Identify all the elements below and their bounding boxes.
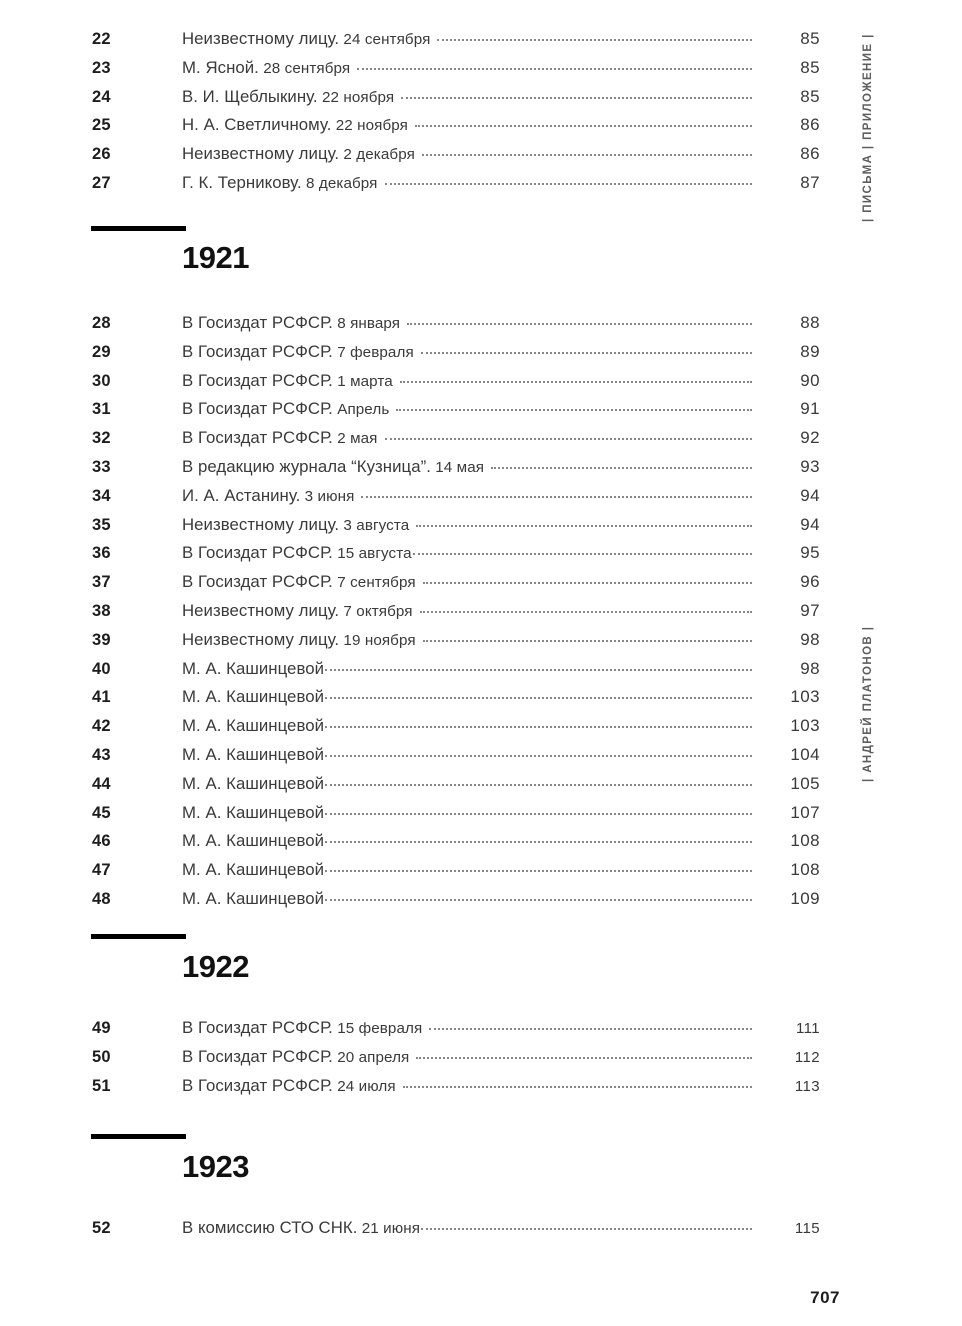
toc-leader-dots [415,125,752,127]
toc-entry[interactable] [0,1076,820,1105]
toc-leader-dots [420,611,752,613]
toc-leader-dots [385,438,753,440]
toc-entry[interactable] [0,831,820,860]
toc-entry-title: М. А. Кашинцевой [182,888,325,908]
toc-leader-dots [416,525,752,527]
toc-entry-number: 50 [92,1048,111,1066]
toc-entry-title: В комиссию СТО СНК. 21 июня [182,1218,421,1237]
toc-entry-title: В Госиздат РСФСР. 2 мая [182,428,378,448]
toc-entry[interactable] [0,889,820,918]
toc-entry-page-number: 113 [794,1078,820,1095]
toc-entry-page-number: 109 [790,888,820,908]
toc-entry-number: 47 [92,861,111,880]
toc-section-continued [0,29,820,202]
toc-entry-number: 38 [92,601,111,620]
toc-entry[interactable] [0,1018,820,1047]
toc-leader-dots [325,841,752,843]
toc-entry[interactable] [0,173,820,202]
toc-entry[interactable] [0,659,820,688]
toc-entry-page-number: 85 [800,57,820,77]
toc-entry[interactable] [0,457,820,486]
toc-entry[interactable] [0,1047,820,1076]
toc-entry-page-number: 90 [800,370,820,390]
toc-entry[interactable] [0,428,820,457]
toc-leader-dots [325,899,752,901]
toc-entry-title: М. А. Кашинцевой [182,687,325,707]
toc-entry-number: 46 [92,832,111,851]
toc-entry-page-number: 108 [790,831,820,851]
running-head-bottom: | АНДРЕЙ ПЛАТОНОВ | [862,625,874,782]
running-head-top: | ПИСЬМА | ПРИЛОЖЕНИЕ | [862,33,874,222]
toc-entry-page-number: 93 [800,456,820,476]
toc-entry-page-number: 107 [790,802,820,822]
toc-entry-title: В Госиздат РСФСР. 7 сентября [182,572,416,592]
toc-entry[interactable] [0,1218,820,1247]
toc-entry-title: В Госиздат РСФСР. Апрель [182,399,390,419]
toc-entry-title: В редакцию журнала “Кузница”. 14 мая [182,456,485,476]
toc-section-1923 [0,1218,820,1247]
toc-entry[interactable] [0,115,820,144]
toc-entry-number: 31 [92,400,111,419]
toc-entry-number: 45 [92,803,111,822]
toc-leader-dots [325,755,752,757]
toc-entry[interactable] [0,572,820,601]
toc-entry-page-number: 94 [800,514,820,534]
toc-entry-page-number: 108 [790,860,820,880]
toc-entry-number: 36 [92,544,111,563]
toc-entry-title: М. А. Кашинцевой [182,658,325,678]
toc-entry-title: В Госиздат РСФСР. 20 апреля [182,1047,410,1066]
toc-leader-dots [437,39,752,41]
toc-entry-number: 27 [92,173,111,192]
toc-entry-page-number: 95 [800,543,820,563]
toc-entry-title: М. А. Кашинцевой [182,802,325,822]
toc-entry-number: 25 [92,116,111,135]
toc-entry[interactable] [0,515,820,544]
toc-entry-title: М. А. Кашинцевой [182,860,325,880]
toc-leader-dots [385,183,753,185]
toc-entry[interactable] [0,29,820,58]
toc-entry-number: 30 [92,371,111,390]
toc-entry-page-number: 98 [800,658,820,678]
toc-entry-title: Неизвестному лицу. 3 августа [182,514,410,534]
toc-entry-page-number: 87 [800,172,820,192]
toc-section-1922 [0,1018,820,1105]
section-rule [91,226,186,231]
toc-entry[interactable] [0,687,820,716]
toc-entry[interactable] [0,601,820,630]
toc-entry-page-number: 86 [800,115,820,135]
toc-entry-title: Неизвестному лицу. 7 октября [182,600,413,620]
toc-entry[interactable] [0,860,820,889]
toc-entry-title: И. А. Астанину. 3 июня [182,485,355,505]
toc-entry-page-number: 96 [800,572,820,592]
toc-entry-title: Неизвестному лицу. 19 ноября [182,629,416,649]
toc-leader-dots [423,582,752,584]
toc-entry-number: 48 [92,889,111,908]
toc-entry-title: В Госиздат РСФСР. 1 марта [182,370,393,390]
toc-entry-number: 22 [92,30,111,48]
toc-leader-dots [429,1028,752,1030]
toc-entry-title: В Госиздат РСФСР. 7 февраля [182,341,414,361]
toc-entry-page-number: 98 [800,629,820,649]
toc-leader-dots [361,496,752,498]
year-label: 1923 [182,1149,249,1184]
toc-entry[interactable] [0,371,820,400]
toc-entry-title: В Госиздат РСФСР. 15 февраля [182,1018,423,1037]
toc-entry-page-number: 92 [800,428,820,448]
toc-entry[interactable] [0,745,820,774]
toc-entry-number: 37 [92,573,111,592]
toc-section-1921 [0,313,820,918]
toc-entry-title: Неизвестному лицу. 2 декабря [182,144,415,164]
toc-entry-number: 42 [92,717,111,736]
toc-leader-dots [357,68,752,70]
toc-entry-title: М. А. Кашинцевой [182,773,325,793]
toc-entry-page-number: 94 [800,485,820,505]
section-rule [91,1134,186,1139]
toc-entry-title: В. И. Щеблыкину. 22 ноября [182,86,395,106]
toc-entry-number: 49 [92,1019,111,1037]
toc-entry-title: М. А. Кашинцевой [182,716,325,736]
toc-entry-page-number: 85 [800,86,820,106]
year-label: 1921 [182,240,249,275]
toc-entry-page-number: 97 [800,600,820,620]
section-rule [91,934,186,939]
toc-entry-title: М. Ясной. 28 сентября [182,57,351,77]
toc-entry[interactable] [0,803,820,832]
toc-leader-dots [422,154,752,156]
toc-entry-number: 33 [92,457,111,476]
toc-entry-page-number: 85 [800,29,820,48]
toc-leader-dots [396,409,752,411]
toc-entry-page-number: 112 [794,1049,820,1066]
page-folio: 707 [810,1288,840,1307]
toc-entry-number: 24 [92,87,111,106]
toc-entry[interactable] [0,543,820,572]
toc-entry-title: Г. К. Терникову. 8 декабря [182,172,378,192]
toc-leader-dots [491,467,752,469]
toc-entry-number: 44 [92,774,111,793]
toc-leader-dots [325,870,752,872]
toc-leader-dots [325,669,752,671]
toc-entry[interactable] [0,313,820,342]
toc-leader-dots [325,726,752,728]
toc-entry-title: Н. А. Светличному. 22 ноября [182,115,408,135]
toc-entry-number: 41 [92,688,111,707]
toc-entry-page-number: 88 [800,313,820,332]
toc-leader-dots [421,1228,752,1230]
toc-entry-number: 29 [92,342,111,361]
toc-entry[interactable] [0,399,820,428]
toc-entry-page-number: 115 [794,1220,820,1237]
toc-entry-title: В Госиздат РСФСР. 8 января [182,313,401,332]
toc-entry-number: 39 [92,630,111,649]
toc-leader-dots [421,352,752,354]
toc-entry-number: 23 [92,58,111,77]
toc-entry-page-number: 111 [795,1020,820,1037]
toc-entry-number: 51 [92,1077,111,1095]
toc-entry[interactable] [0,87,820,116]
toc-entry-page-number: 86 [800,144,820,164]
toc-entry-title: Неизвестному лицу. 24 сентября [182,29,431,48]
toc-leader-dots [416,1057,752,1059]
toc-leader-dots [403,1086,752,1088]
toc-leader-dots [325,813,752,815]
toc-entry[interactable] [0,630,820,659]
toc-entry-number: 26 [92,145,111,164]
toc-entry[interactable] [0,58,820,87]
toc-leader-dots [413,553,752,555]
toc-entry-number: 35 [92,515,111,534]
toc-entry-number: 34 [92,486,111,505]
toc-entry-number: 28 [92,314,111,332]
toc-entry-page-number: 89 [800,341,820,361]
toc-entry-page-number: 104 [790,744,820,764]
toc-entry-page-number: 105 [790,773,820,793]
toc-leader-dots [423,640,752,642]
toc-entry-title: В Госиздат РСФСР. 15 августа [182,543,412,563]
toc-entry[interactable] [0,144,820,173]
year-label: 1922 [182,949,249,984]
toc-entry-number: 43 [92,745,111,764]
toc-entry[interactable] [0,716,820,745]
toc-entry[interactable] [0,342,820,371]
toc-entry[interactable] [0,486,820,515]
toc-entry[interactable] [0,774,820,803]
toc-leader-dots [400,381,752,383]
toc-leader-dots [407,323,752,325]
toc-entry-page-number: 91 [800,399,820,419]
toc-entry-number: 32 [92,429,111,448]
toc-entry-title: М. А. Кашинцевой [182,744,325,764]
toc-leader-dots [401,97,752,99]
toc-entry-number: 40 [92,659,111,678]
toc-entry-page-number: 103 [790,687,820,707]
toc-entry-number: 52 [92,1219,111,1237]
toc-entry-page-number: 103 [790,716,820,736]
toc-entry-title: М. А. Кашинцевой [182,831,325,851]
toc-leader-dots [325,697,752,699]
toc-leader-dots [325,784,752,786]
toc-entry-title: В Госиздат РСФСР. 24 июля [182,1076,396,1095]
